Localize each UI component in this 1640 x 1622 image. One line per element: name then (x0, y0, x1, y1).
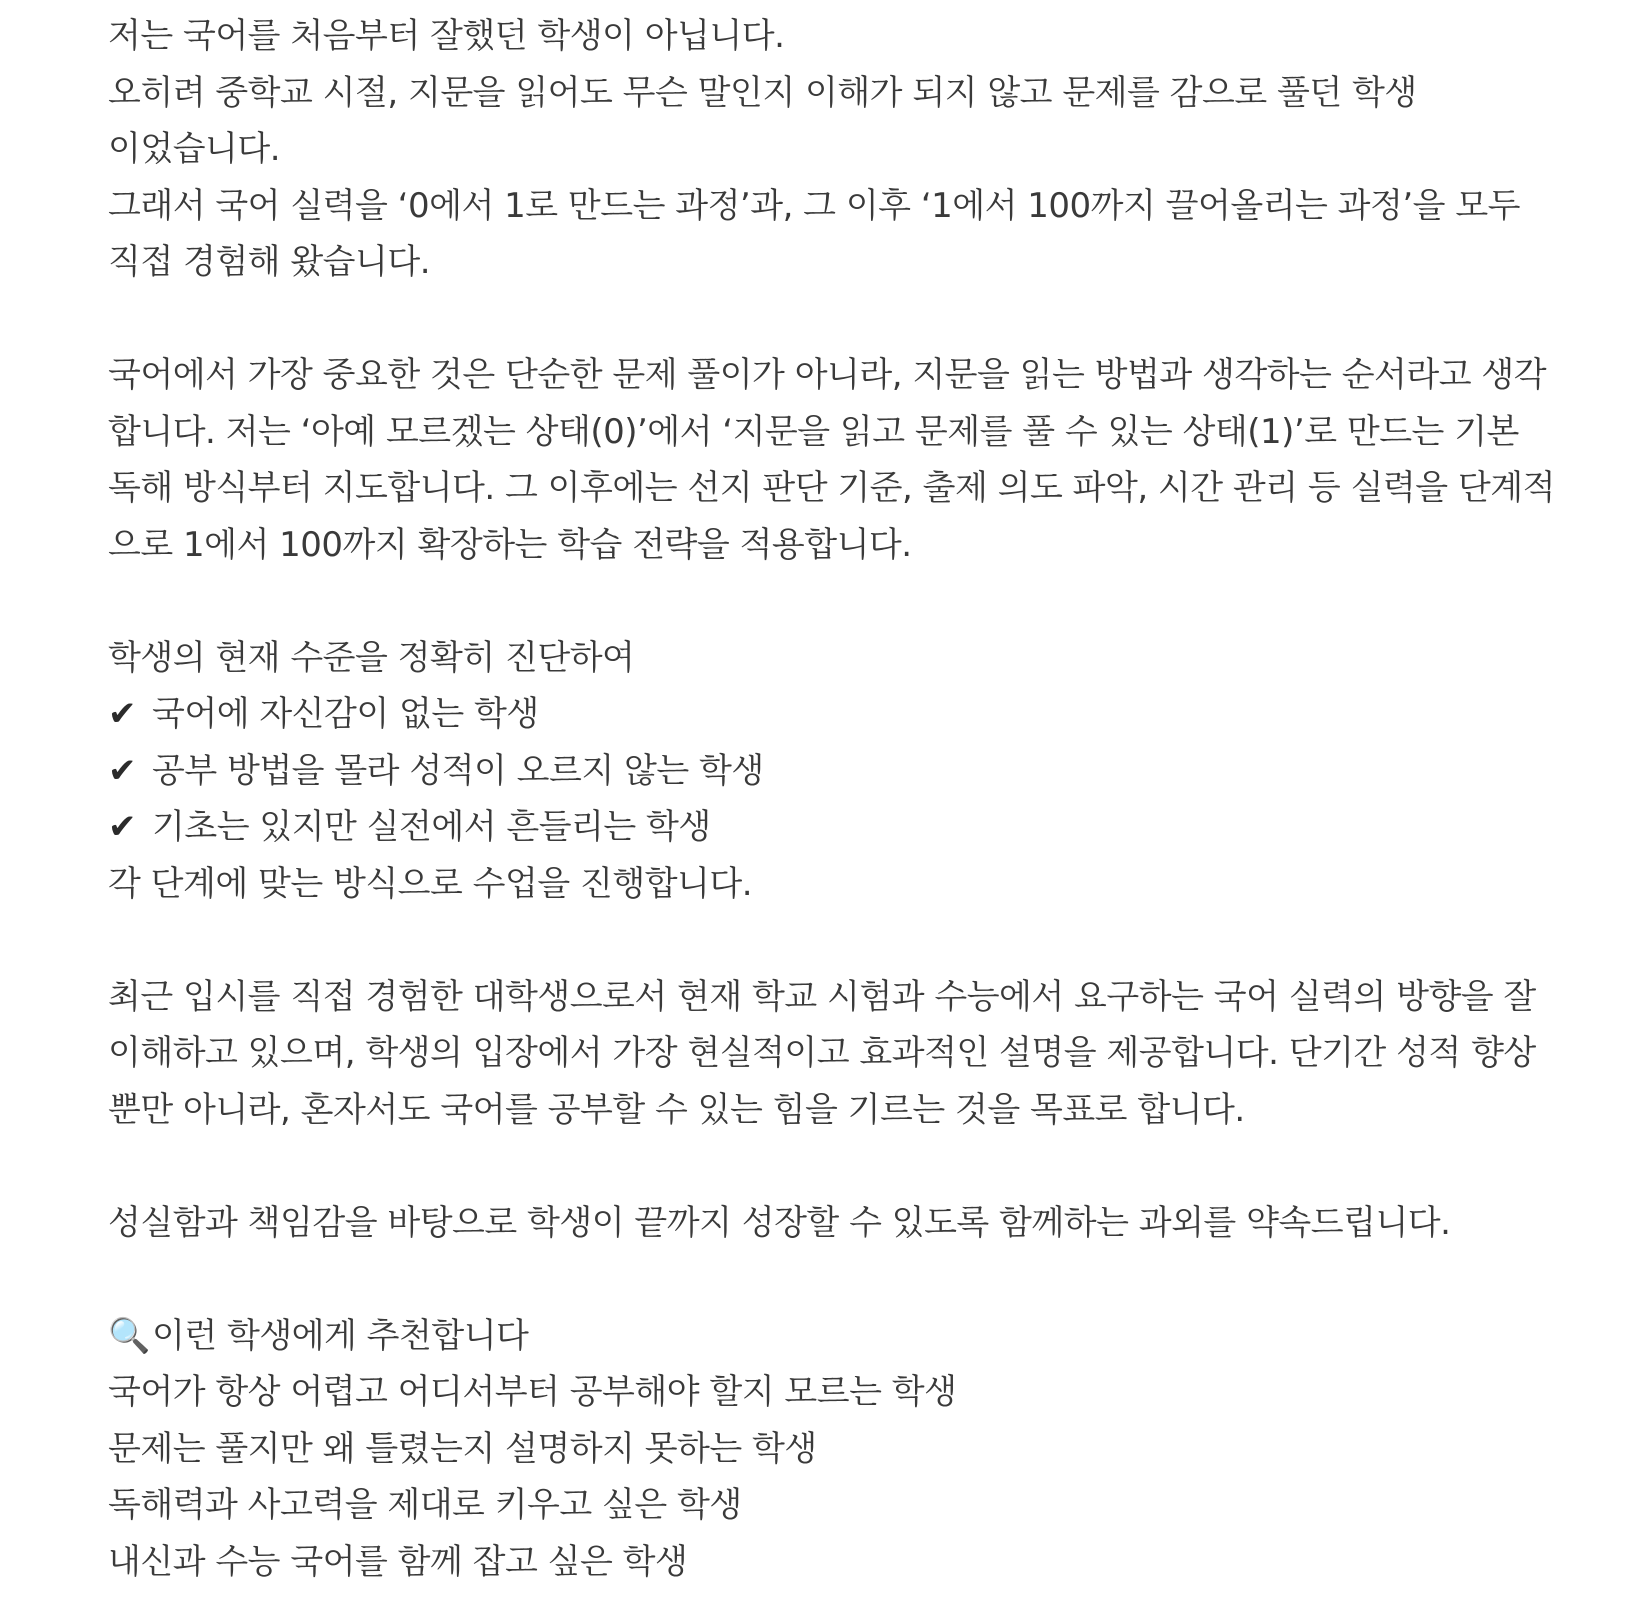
check-icon: ✔ (108, 694, 136, 734)
check-icon: ✔ (108, 807, 136, 847)
recommend-item: 내신과 수능 국어를 함께 잡고 싶은 학생 (108, 1541, 688, 1582)
experience-line: 최근 입시를 직접 경험한 대학생으로서 현재 학교 시험과 수능에서 요구하는 국어 실력의 방향을 잘 (108, 976, 1536, 1017)
intro-line: 오히려 중학교 시절, 지문을 읽어도 무슨 말인지 이해가 되지 않고 문제를 감으로 풀던 학생 (108, 72, 1417, 113)
diagnosis-intro: 학생의 현재 수준을 정확히 진단하여 (108, 637, 635, 678)
paragraph-spacer (108, 1251, 1548, 1308)
paragraph-spacer (108, 291, 1548, 348)
paragraph-spacer (108, 912, 1548, 969)
promise-text: 성실함과 책임감을 바탕으로 학생이 끝까지 성장할 수 있도록 함께하는 과외를 약속드립니다. (108, 1202, 1451, 1243)
diagnosis-item (108, 799, 1548, 856)
paragraph-spacer (108, 1138, 1548, 1195)
recommend-heading-text: 이런 학생에게 추천합니다 (152, 1315, 529, 1356)
diagnosis-item (108, 743, 1548, 800)
intro-line: 그래서 국어 실력을 ‘0에서 1로 만드는 과정’과, 그 이후 ‘1에서 100까지 끌어올리는 과정’을 모두 (108, 185, 1521, 226)
search-icon: 🔍 (108, 1315, 150, 1356)
method-line: 국어에서 가장 중요한 것은 단순한 문제 풀이가 아니라, 지문을 읽는 방법과 생각하는 순서라고 생각 (108, 355, 1547, 395)
diagnosis-item-text: 국어에 자신감이 없는 학생 (152, 694, 539, 734)
recommend-section (108, 1308, 1548, 1591)
recommend-item: 문제는 풀지만 왜 틀렸는지 설명하지 못하는 학생 (108, 1428, 817, 1469)
diagnosis-section (108, 630, 1548, 913)
paragraph-spacer (108, 573, 1548, 630)
intro-line: 저는 국어를 처음부터 잘했던 학생이 아닙니다. (108, 16, 785, 56)
method-line: 합니다. 저는 ‘아예 모르겠는 상태(0)’에서 ‘지문을 읽고 문제를 풀 수 있는 상태(1)’로 만드는 기본 (108, 411, 1519, 452)
diagnosis-item-text: 공부 방법을 몰라 성적이 오르지 않는 학생 (152, 750, 764, 791)
check-icon: ✔ (108, 750, 136, 791)
recommend-item: 독해력과 사고력을 제대로 키우고 싶은 학생 (108, 1485, 742, 1525)
recommend-heading (108, 1308, 1548, 1365)
intro-line: 직접 경험해 왔습니다. (108, 242, 431, 282)
experience-line: 이해하고 있으며, 학생의 입장에서 가장 현실적이고 효과적인 설명을 제공합니다. 단기간 성적 향상 (108, 1033, 1536, 1073)
diagnosis-item-text: 기초는 있지만 실전에서 흔들리는 학생 (152, 807, 711, 847)
experience-line: 뿐만 아니라, 혼자서도 국어를 공부할 수 있는 힘을 기르는 것을 목표로 합니다. (108, 1089, 1245, 1130)
diagnosis-item (108, 686, 1548, 743)
method-line: 독해 방식부터 지도합니다. 그 이후에는 선지 판단 기준, 출제 의도 파악, 시간 관리 등 실력을 단계적 (108, 468, 1555, 508)
diagnosis-outro: 각 단계에 맞는 방식으로 수업을 진행합니다. (108, 863, 753, 904)
method-section (108, 347, 1555, 573)
intro-section (108, 8, 1548, 291)
promise-section (108, 1195, 1548, 1252)
recommend-item: 국어가 항상 어렵고 어디서부터 공부해야 할지 모르는 학생 (108, 1372, 957, 1412)
experience-section (108, 969, 1548, 1139)
method-line: 으로 1에서 100까지 확장하는 학습 전략을 적용합니다. (108, 524, 912, 565)
tutor-profile-text (108, 8, 1555, 1590)
intro-line: 이었습니다. (108, 129, 281, 169)
